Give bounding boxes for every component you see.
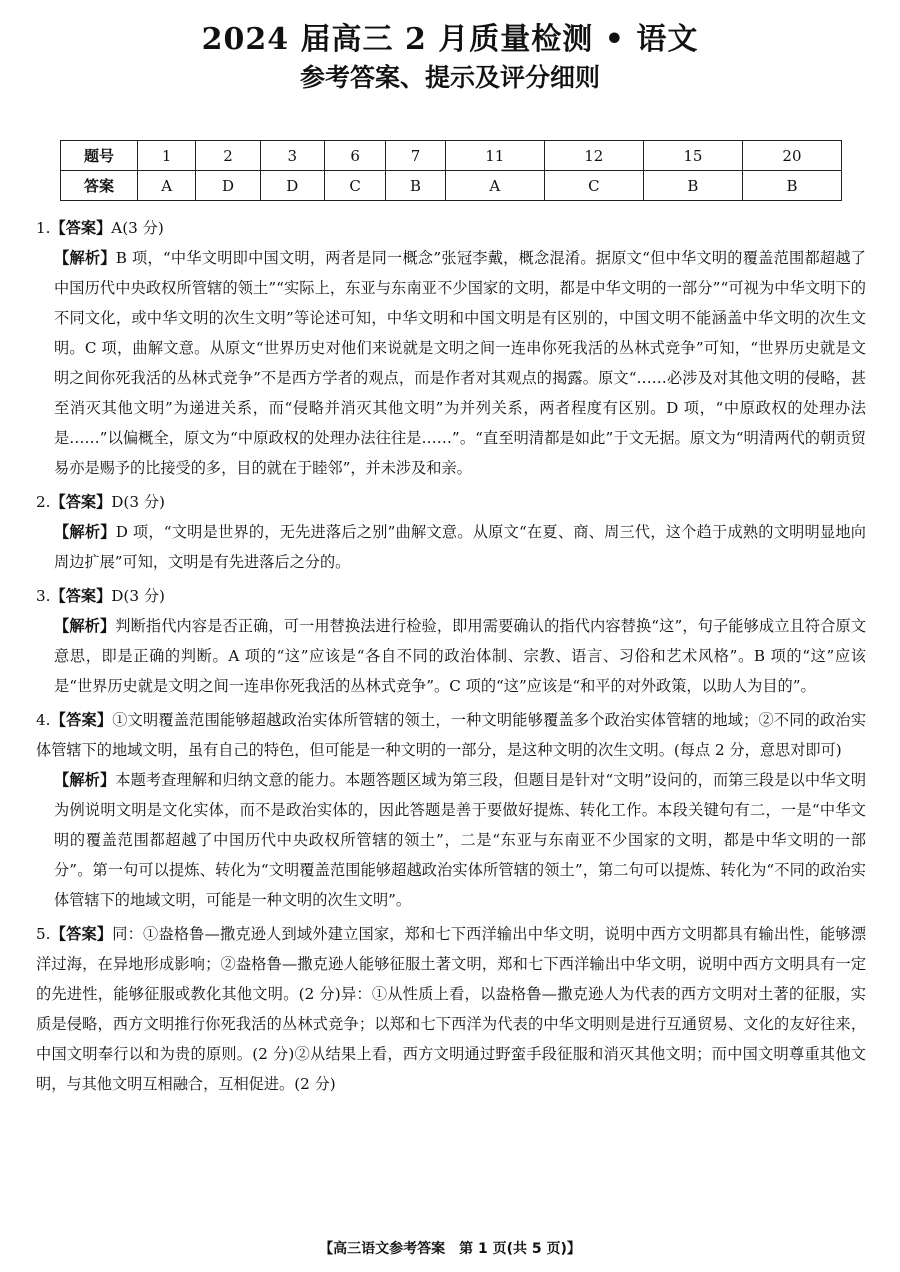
question-number: 3. — [36, 587, 51, 605]
question-number: 1. — [36, 219, 51, 237]
answer-tag: 【答案】 — [50, 925, 113, 943]
answer-table — [60, 140, 842, 201]
answer-tag: 【答案】 — [50, 493, 112, 511]
table-cell: C — [544, 171, 643, 201]
analysis-tag: 【解析】 — [54, 249, 116, 267]
table-row — [61, 141, 842, 171]
question-item — [36, 581, 866, 701]
table-cell: 6 — [324, 141, 386, 171]
page-title: 2024 届高三 2 月质量检测 • 语文 — [201, 22, 699, 57]
analysis-tag: 【解析】 — [54, 523, 116, 541]
table-cell: B — [386, 171, 445, 201]
analysis-tag: 【解析】 — [54, 617, 116, 635]
analysis-text: 本题考查理解和归纳文意的能力。本题答题区域为第三段，但题目是针对“文明”设问的，而第三段是以中华文明为例说明文明是文化实体，而不是政治实体的，因此答题是善于要做好提炼、转化工作。本段关键句有二，一是“中华文明的覆盖范围都超越了中国历代中央政权所管辖的领土”，二是“东亚与东南亚不少国家的文明，都是中华文明的一部分”。第一句可以提炼、转化为“文明覆盖范围能够超越政治实体所管辖的领土”，第二句可以提炼、转化为“不同的政治实体管辖下的地域文明，可能是一种文明的次生文明”。 — [54, 771, 867, 909]
question-item — [36, 705, 866, 915]
table-cell: 15 — [643, 141, 742, 171]
answer-text: 同：①盎格鲁—撒克逊人到域外建立国家，郑和七下西洋输出中华文明，说明中西方文明都具有输出性，能够漂洋过海，在异地形成影响；②盎格鲁—撒克逊人能够征服土著文明，郑和七下西洋输出中华文明，说明中西方文明具有一定的先进性，能够征服或教化其他文明。(2 分)异：①从性质上看，以盎格鲁—撒克逊人为代表的西方文明对土著的征服，实质是侵略，西方文明推行你死我活的丛林式竞争；以郑和七下西洋为代表的中华文明则是进行互通贸易、文化的友好往来，中国文明奉行以和为贵的原则。(2 分)②从结果上看，西方文明通过野蛮手段征服和消灭其他文明；而中国文明尊重其他文明，与其他文明互相融合，互相促进。(2 分) — [36, 925, 867, 1093]
page-footer: 【高三语文参考答案 第 1 页(共 5 页)】 — [319, 1241, 581, 1257]
question-item — [36, 487, 866, 577]
table-cell: 2 — [196, 141, 260, 171]
question-item — [36, 919, 866, 1099]
answer-body — [36, 213, 866, 1103]
question-number: 4. — [36, 711, 51, 729]
answer-tag: 【答案】 — [50, 587, 112, 605]
question-number: 2. — [36, 493, 51, 511]
answer-tag: 【答案】 — [50, 219, 112, 237]
analysis-text: 判断指代内容是否正确，可一用替换法进行检验，即用需要确认的指代内容替换“这”，句子能够成立且符合原文意思，即是正确的判断。A 项的“这”应该是“各自不同的政治体制、宗教、语言、习俗和艺术风格”。B 项的“这”应该是“世界历史就是文明之间一连串你死我活的丛林式竞争”。C 项的“这”应该是“和平的对外政策，以助人为目的”。 — [54, 617, 867, 695]
table-cell: B — [742, 171, 841, 201]
table-row — [61, 171, 842, 201]
table-cell: 12 — [544, 141, 643, 171]
table-cell: D — [196, 171, 260, 201]
table-cell: D — [260, 171, 324, 201]
table-cell: C — [324, 171, 386, 201]
table-cell: 3 — [260, 141, 324, 171]
question-item — [36, 213, 866, 483]
table-cell: 7 — [386, 141, 445, 171]
answer-tag: 【答案】 — [50, 711, 113, 729]
table-cell: A — [138, 171, 196, 201]
table-cell: B — [643, 171, 742, 201]
table-cell: 1 — [138, 141, 196, 171]
table-header-cell: 答案 — [61, 171, 138, 201]
table-header-cell: 题号 — [61, 141, 138, 171]
table-cell: A — [445, 171, 544, 201]
answer-text: ①文明覆盖范围能够超越政治实体所管辖的领土，一种文明能够覆盖多个政治实体管辖的地域；②不同的政治实体管辖下的地域文明，虽有自己的特色，但可能是一种文明的一部分，是这种文明的次生文明。(每点 2 分，意思对即可) — [36, 711, 867, 759]
page-subtitle: 参考答案、提示及评分细则 — [299, 63, 600, 92]
question-number: 5. — [36, 925, 51, 943]
answer-text: D(3 分) — [111, 587, 165, 605]
analysis-tag: 【解析】 — [54, 771, 116, 789]
answer-text: D(3 分) — [111, 493, 165, 511]
analysis-text: B 项，“中华文明即中国文明，两者是同一概念”张冠李戴，概念混淆。据原文“但中华文明的覆盖范围都超越了中国历代中央政权所管辖的领土”“实际上，东亚与东南亚不少国家的文明，都是中华文明的一部分”“可视为中华文明下的不同文化，或中华文明的次生文明”等论述可知，中华文明和中国文明是有区别的，中国文明不能涵盖中华文明的次生文明。C 项，曲解文意。从原文“世界历史对他们来说就是文明之间一连串你死我活的丛林式竞争”可知，“世界历史就是文明之间你死我活的丛林式竞争”不是西方学者的观点，而是作者对其观点的揭露。原文“……必涉及对其他文明的侵略，甚至消灭其他文明”为递进关系，而“侵略并消灭其他文明”为并列关系，两者程度有区别。D 项，“中原政权的处理办法是……”以偏概全，原文为“中原政权的处理办法往往是……”。“直至明清都是如此”于文无据。原文为“明清两代的朝贡贸易亦是赐予的比接受的多，目的就在于睦邻”，并未涉及和亲。 — [54, 249, 866, 477]
answer-text: A(3 分) — [111, 219, 164, 237]
table-cell: 11 — [445, 141, 544, 171]
table-cell: 20 — [742, 141, 841, 171]
analysis-text: D 项，“文明是世界的，无先进落后之别”曲解文意。从原文“在夏、商、周三代，这个趋于成熟的文明明显地向周边扩展”可知，文明是有先进落后之分的。 — [54, 523, 866, 571]
